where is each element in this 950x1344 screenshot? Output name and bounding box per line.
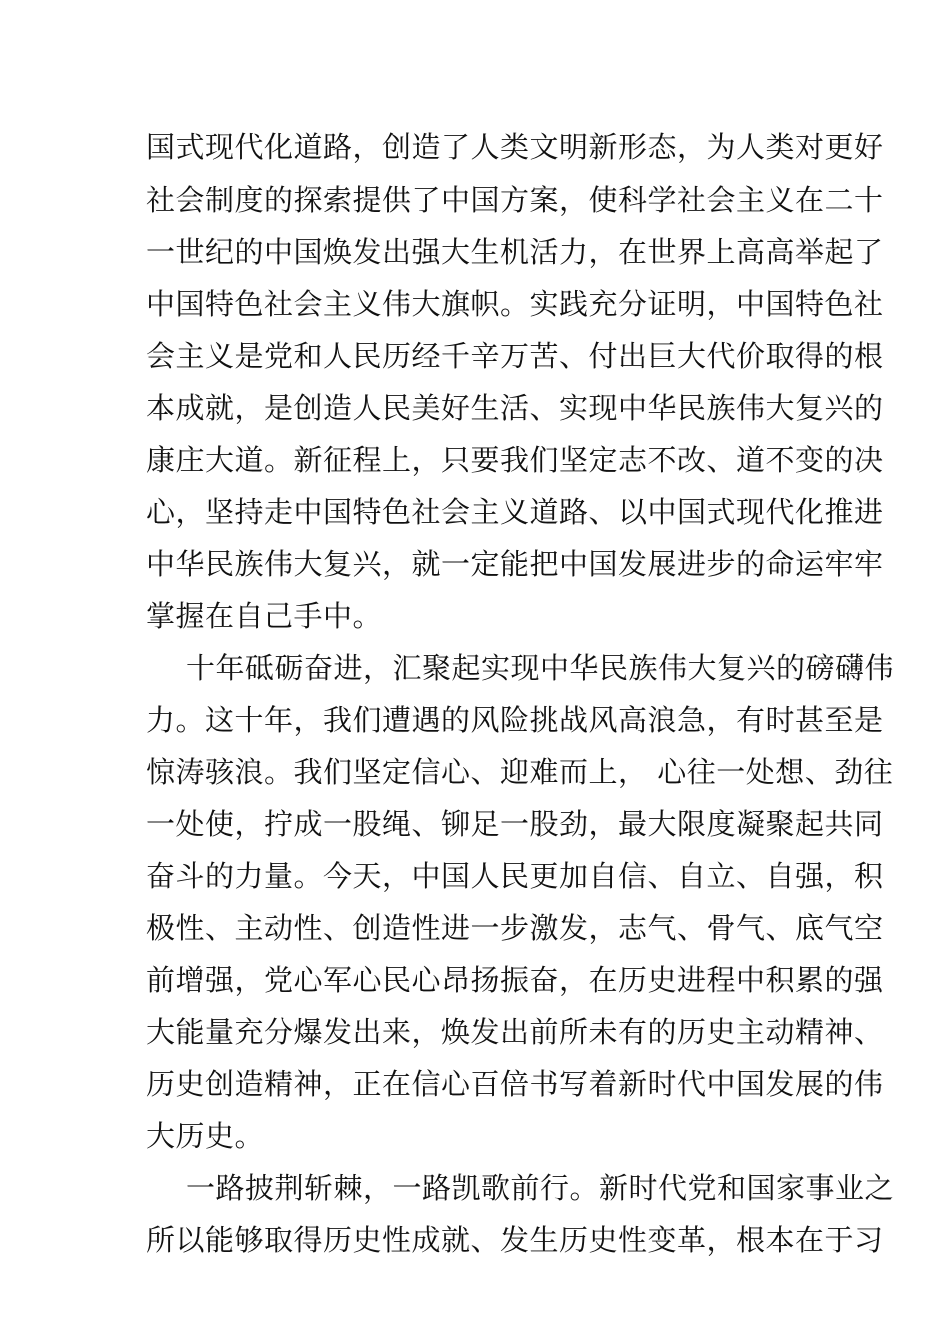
paragraph-first-line: 一路披荆斩棘，一路凯歌前行。新时代党和国家事业之: [186, 1171, 895, 1205]
text-line: 社会制度的探索提供了中国方案，使科学社会主义在二十: [146, 183, 884, 217]
paragraph-first-line: 十年砥砺奋进，汇聚起实现中华民族伟大复兴的磅礴伟: [186, 651, 895, 685]
text-line: 大能量充分爆发出来，焕发出前所未有的历史主动精神、: [146, 1015, 884, 1049]
text-line: 极性、主动性、创造性进一步激发，志气、骨气、底气空: [146, 911, 884, 945]
text-line: 惊涛骇浪。我们坚定信心、迎难而上， 心往一处想、劲往: [146, 755, 894, 789]
text-line: 国式现代化道路，创造了人类文明新形态，为人类对更好: [146, 130, 884, 164]
text-line: 一处使，拧成一股绳、铆足一股劲，最大限度凝聚起共同: [146, 807, 884, 841]
text-line: 心，坚持走中国特色社会主义道路、以中国式现代化推进: [146, 495, 884, 529]
text-line: 本成就，是创造人民美好生活、实现中华民族伟大复兴的: [146, 391, 884, 425]
text-line: 康庄大道。新征程上，只要我们坚定志不改、道不变的决: [146, 443, 884, 477]
text-line: 中国特色社会主义伟大旗帜。实践充分证明，中国特色社: [146, 287, 884, 321]
text-line: 大历史。: [146, 1119, 265, 1153]
text-line: 掌握在自己手中。: [146, 599, 383, 633]
text-line: 所以能够取得历史性成就、发生历史性变革，根本在于习: [146, 1223, 884, 1257]
text-line: 前增强，党心军心民心昂扬振奋，在历史进程中积累的强: [146, 963, 884, 997]
text-line: 中华民族伟大复兴，就一定能把中国发展进步的命运牢牢: [146, 547, 884, 581]
text-line: 会主义是党和人民历经千辛万苦、付出巨大代价取得的根: [146, 339, 884, 373]
text-line: 历史创造精神，正在信心百倍书写着新时代中国发展的伟: [146, 1067, 884, 1101]
text-line: 一世纪的中国焕发出强大生机活力，在世界上高高举起了: [146, 235, 884, 269]
text-line: 力。这十年，我们遭遇的风险挑战风高浪急，有时甚至是: [146, 703, 884, 737]
text-line: 奋斗的力量。今天，中国人民更加自信、自立、自强，积: [146, 859, 884, 893]
